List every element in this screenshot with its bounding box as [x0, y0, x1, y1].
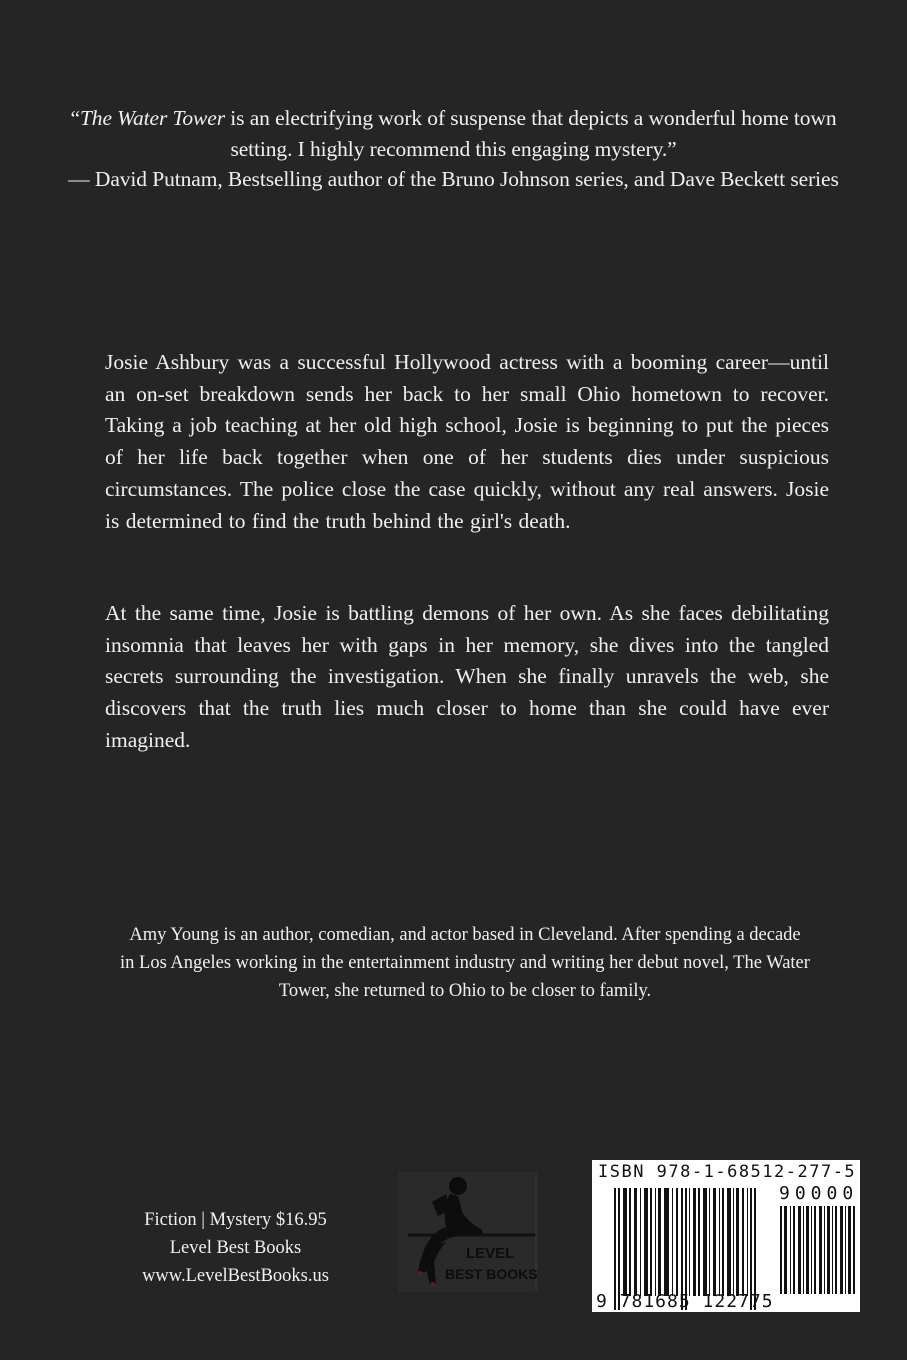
open-quote: “ [70, 106, 80, 130]
author-bio: Amy Young is an author, comedian, and actor based in Cleveland. After spending a decade in Los Angeles working in the entertainment industry and writing her debut novel, The Water Tower, she returned to Ohio to be closer to family. [120, 925, 810, 1001]
logo-line1: LEVEL [466, 1245, 515, 1262]
ean-number: 9 781685 122775 [596, 1291, 774, 1312]
synopsis-paragraph-1: Josie Ashbury was a successful Hollywood actress with a booming career—until an on-set breakdown sends her back to her small Ohio hometown to recover. Taking a job teaching at her old high school, Josie is beginning to put the pieces of her life back together when one of her students dies under suspicious circumstances. The police close the case quickly, without any real answers. Josie is determined to find the truth behind the girl's death. [105, 350, 829, 533]
quote-attribution: — David Putnam, Bestselling author of the Bruno Johnson series, and Dave Beckett series [68, 167, 839, 191]
quote-text: is an electrifying work of suspense that depicts a wonderful home town setting. I highly recommend this engaging mystery.” [225, 106, 837, 161]
woman-reading-silhouette-icon [398, 1172, 538, 1292]
publisher-logo [398, 1172, 538, 1292]
addon-barcode-bars [780, 1206, 856, 1294]
synopsis-paragraph-2: At the same time, Josie is battling demons of her own. As she faces debilitating insomnia that leaves her with gaps in her memory, she dives into the tangled secrets surrounding the investigation. When she finally unravels the web, she discovers that the truth lies much closer to home than she could have ever imagined. [105, 601, 829, 752]
book-title-italic: The Water Tower [79, 106, 226, 130]
endorsement-quote [55, 103, 852, 195]
category-price: Fiction | Mystery $16.95 [144, 1210, 327, 1230]
logo-line2: BEST BOOKS [445, 1266, 538, 1282]
imprint-info [108, 1206, 363, 1290]
isbn-label: ISBN 978-1-68512-277-5 [598, 1162, 857, 1182]
publisher-name: Level Best Books [169, 1238, 302, 1258]
isbn-barcode [592, 1160, 860, 1312]
publisher-website[interactable]: www.LevelBestBooks.us [142, 1266, 329, 1286]
price-addon-number: 90000 [779, 1183, 859, 1204]
